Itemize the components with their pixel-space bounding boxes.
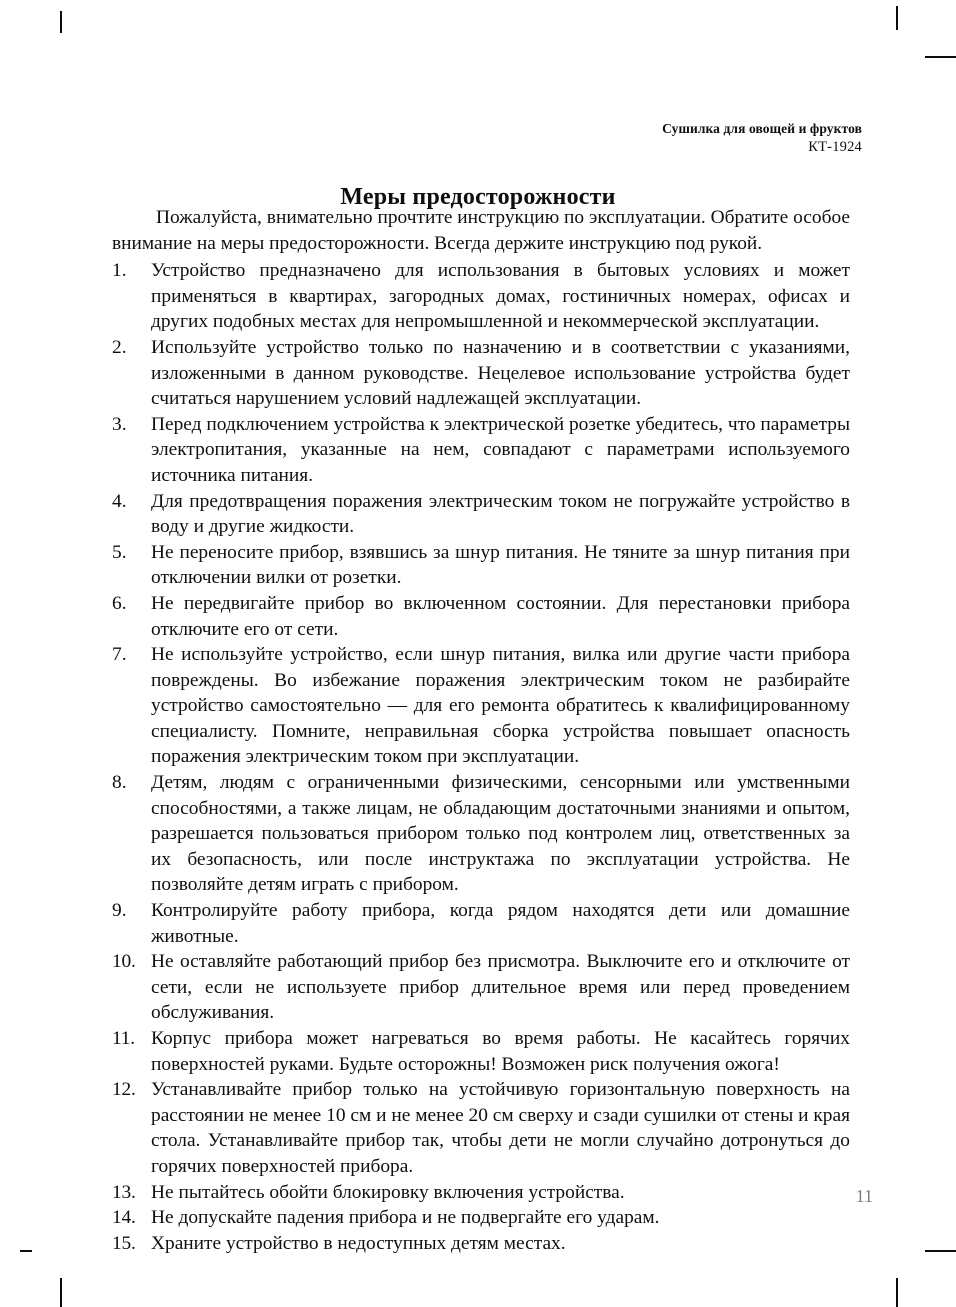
safety-rule-item	[112, 591, 850, 642]
safety-rule-number: 13.	[112, 1181, 136, 1203]
safety-rule-number: 14.	[112, 1207, 136, 1229]
safety-rule-number: 8.	[112, 772, 127, 794]
safety-rule-item	[112, 489, 850, 540]
safety-rule-text: Не передвигайте прибор во включенном состоянии. Для перестановки прибора отключите его от сети.	[151, 592, 850, 640]
page-number: 11	[855, 1186, 873, 1206]
safety-rule-text: Детям, людям с ограниченными физическими, сенсорными или умственными способностями, а также лицам, не обладающим достаточными знаниями и опытом, разрешается пользоваться прибором только под контролем лиц, ответственных за их безопасность, или после инструктажа по эксплуатации устройства. Не позволяйте детям играть с прибором.	[151, 772, 850, 896]
safety-rule-number: 7.	[112, 644, 127, 666]
safety-rule-item	[112, 1077, 850, 1179]
safety-rule-number: 9.	[112, 900, 127, 922]
crop-mark-bottom-right-horizontal	[925, 1250, 956, 1252]
safety-rule-number: 2.	[112, 336, 127, 358]
crop-mark-top-left	[60, 11, 62, 33]
safety-rule-text: Корпус прибора может нагреваться во время работы. Не касайтесь горячих поверхностей руками. Будьте осторожны! Возможен риск получения ожога!	[151, 1028, 850, 1075]
safety-rule-number: 5.	[112, 541, 127, 563]
safety-rule-number: 6.	[112, 592, 127, 614]
safety-rule-number: 15.	[112, 1232, 136, 1254]
document-body	[112, 205, 850, 1256]
crop-mark-bottom-left-vertical	[60, 1278, 62, 1307]
safety-rule-number: 3.	[112, 413, 127, 435]
safety-rule-item	[112, 1205, 850, 1231]
safety-rule-text: Устройство предназначено для использования в бытовых условиях и может применяться в квартирах, загородных домах, гостиничных номерах, офисах и других подобных местах для непромышленной и некоммерческой эксплуатации.	[151, 260, 850, 333]
crop-mark-bottom-left-horizontal	[20, 1250, 32, 1252]
safety-rule-text: Не используйте устройство, если шнур питания, вилка или другие части прибора повреждены. Во избежание поражения электрическим током не разбирайте устройство самостоятельно — для его ремонта обратитесь к квалифицированному специалисту. Помните, неправильная сборка устройства повышает опасность поражения электрическим током при эксплуатации.	[151, 644, 850, 768]
product-model: КТ-1924	[808, 139, 862, 155]
safety-rule-item	[112, 949, 850, 1026]
page-title: Меры предосторожности	[340, 184, 616, 211]
safety-rule-text: Храните устройство в недоступных детям местах.	[151, 1232, 566, 1254]
safety-rule-item	[112, 335, 850, 412]
safety-rule-text: Используйте устройство только по назначению и в соответствии с указаниями, изложенными в данном руководстве. Нецелевое использование устройства будет считаться нарушением условий надлежащей эксплуатации.	[151, 336, 850, 410]
safety-rule-item	[112, 1026, 850, 1077]
safety-rule-text: Не пытайтесь обойти блокировку включения устройства.	[151, 1181, 625, 1203]
safety-rule-text: Не допускайте падения прибора и не подвергайте его ударам.	[151, 1207, 660, 1229]
safety-rule-number: 4.	[112, 490, 127, 512]
intro-paragraph: Пожалуйста, внимательно прочтите инструкцию по эксплуатации. Обратите особое внимание на меры предосторожности. Всегда держите инструкцию под рукой.	[112, 207, 850, 254]
product-name: Сушилка для овощей и фруктов	[662, 121, 862, 136]
safety-rule-text: Для предотвращения поражения электрическим током не погружайте устройство в воду и другие жидкости.	[151, 490, 850, 538]
safety-rule-item	[112, 770, 850, 898]
safety-rule-item	[112, 258, 850, 335]
safety-rule-number: 10.	[112, 951, 136, 973]
safety-rule-number: 11.	[112, 1028, 135, 1049]
safety-rule-text: Не оставляйте работающий прибор без присмотра. Выключите его и отключите от сети, если не используете прибор длительное время или перед проведением обслуживания.	[151, 951, 850, 1024]
safety-rule-item	[112, 412, 850, 489]
crop-mark-top-right-horizontal	[925, 56, 956, 58]
crop-mark-top-right-vertical	[896, 6, 898, 30]
safety-rule-item	[112, 642, 850, 770]
safety-rule-text: Перед подключением устройства к электрической розетке убедитесь, что параметры электропитания, указанные на нем, совпадают с параметрами используемого источника питания.	[151, 413, 850, 486]
document-header	[0, 119, 862, 157]
safety-rule-text: Устанавливайте прибор только на устойчивую горизонтальную поверхность на расстоянии не менее 10 см и не менее 20 см сверху и сзади сушилки от стены и края стола. Устанавливайте прибор так, чтобы дети не могли случайно дотронуться до горячих поверхностей прибора.	[151, 1079, 850, 1177]
safety-rule-item	[112, 898, 850, 949]
crop-mark-bottom-right-vertical	[896, 1278, 898, 1307]
safety-rule-number: 12.	[112, 1079, 136, 1101]
safety-rule-item	[112, 540, 850, 591]
safety-rule-number: 1.	[112, 260, 127, 282]
safety-rule-text: Не переносите прибор, взявшись за шнур питания. Не тяните за шнур питания при отключении вилки от розетки.	[151, 541, 850, 589]
safety-rule-text: Контролируйте работу прибора, когда рядом находятся дети или домашние животные.	[151, 900, 850, 947]
safety-rule-item	[112, 1231, 850, 1257]
safety-rules-list	[112, 258, 850, 1256]
